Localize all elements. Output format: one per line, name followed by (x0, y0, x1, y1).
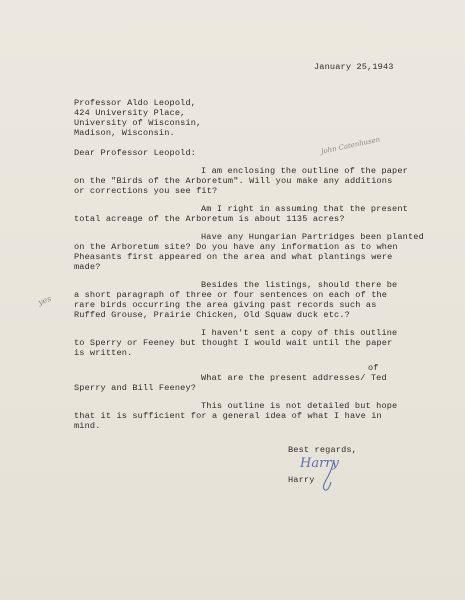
body-line: I am enclosing the outline of the paper (201, 166, 408, 176)
body-line: a short paragraph of three or four sentences on each of the (74, 290, 388, 300)
body-line: Besides the listings, should there be (201, 280, 398, 290)
recipient-line: University of Wisconsin, (74, 118, 202, 128)
body-line: mind. (74, 421, 101, 431)
body-line: What are the present addresses/ Ted (201, 373, 387, 383)
typed-name: Harry (288, 475, 315, 485)
typed-insertion: of (368, 363, 379, 373)
body-line: is written. (74, 348, 133, 358)
body-line: Sperry and Bill Feeney? (74, 383, 197, 393)
handwritten-signature: Harry (300, 456, 339, 471)
body-line: Have any Hungarian Partridges been planted (201, 232, 424, 242)
body-line: Pheasants first appeared on the area and what plantings were (74, 252, 393, 262)
body-line: total acreage of the Arboretum is about 1135 acres? (74, 214, 345, 224)
body-line: to Sperry or Feeney but thought I would wait until the paper (74, 338, 393, 348)
body-line: I haven't sent a copy of this outline (201, 328, 398, 338)
body-line: Am I right in assuming that the present (201, 204, 408, 214)
recipient-line: Madison, Wisconsin. (74, 128, 175, 138)
body-line: that it is sufficient for a general idea of what I have in (74, 411, 382, 421)
recipient-line: Professor Aldo Leopold, (74, 98, 197, 108)
body-line: on the Arboretum site? Do you have any information as to when (74, 242, 398, 252)
body-line: Ruffed Grouse, Prairie Chicken, Old Squaw duck etc.? (74, 310, 350, 320)
body-line: on the "Birds of the Arboretum". Will you make any additions (74, 176, 393, 186)
recipient-line: 424 University Place, (74, 108, 186, 118)
margin-mark: yes (36, 293, 53, 308)
letter-date: January 25,1943 (314, 62, 394, 72)
body-line: made? (74, 262, 101, 272)
pencil-annotation: John Catenhusen (320, 135, 381, 156)
closing: Best regards, (288, 445, 357, 455)
body-line: This outline is not detailed but hope (201, 401, 398, 411)
body-line: rare birds occurring the area giving past records such as (74, 300, 377, 310)
body-line: or corrections you see fit? (74, 186, 218, 196)
salutation: Dear Professor Leopold: (74, 148, 197, 158)
signature-flourish (312, 458, 342, 492)
